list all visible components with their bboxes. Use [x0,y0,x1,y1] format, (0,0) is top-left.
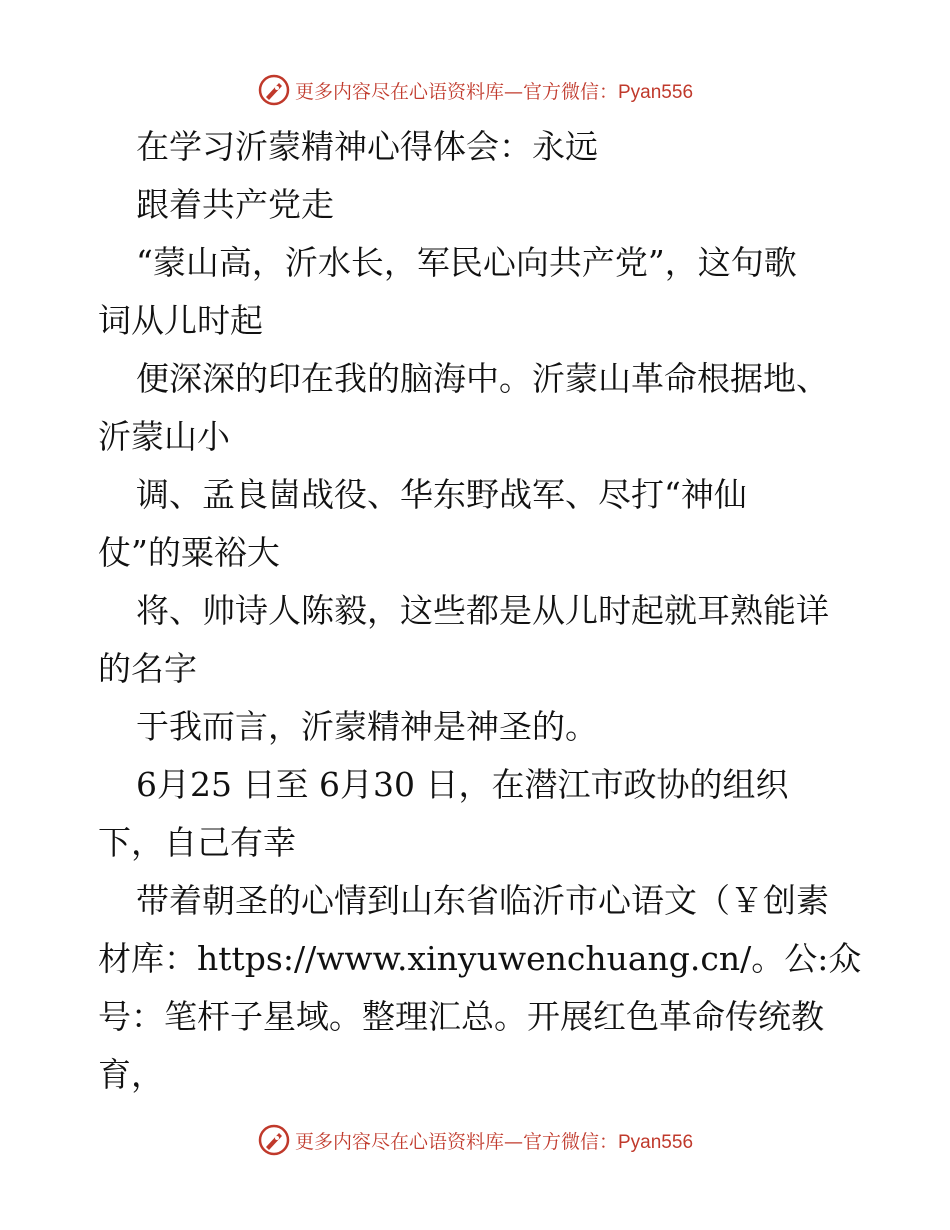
pen-nib-logo-icon [257,1123,291,1157]
text-line: 的名字 [98,649,197,688]
text-line: 6月25 日至 6月30 日，在潜江市政协的组织 [136,765,789,804]
wechat-id: Pyan556 [618,81,694,103]
text-line: 育， [98,1055,164,1094]
text-line: 沂蒙山小 [98,417,230,456]
document-body [98,118,862,1104]
text-line: 跟着共产党走 [136,185,334,224]
text-line: 词从儿时起 [98,301,263,340]
text-line: 于我而言，沂蒙精神是神圣的。 [136,707,598,746]
text-line: 下，自己有幸 [98,823,296,862]
text-line: 带着朝圣的心情到山东省临沂市心语文（￥创素 [136,881,829,920]
text-line: “蒙山高，沂水长，军民心向共产党”，这句歌 [136,243,797,282]
text-line: 材库：https://www.xinyuwenchuang.cn/。公:众 [98,939,862,978]
wechat-id: Pyan556 [618,1131,694,1153]
watermark-text: 更多内容尽在心语资料库—官方微信：Pyan556 [294,80,694,103]
pen-nib-logo-icon [257,73,291,107]
footer-watermark-banner [0,1120,950,1160]
text-line: 在学习沂蒙精神心得体会：永远 [136,127,598,166]
watermark-text: 更多内容尽在心语资料库—官方微信：Pyan556 [294,1130,694,1153]
text-line: 便深深的印在我的脑海中。沂蒙山革命根据地、 [136,359,829,398]
text-line: 仗”的粟裕大 [98,533,280,572]
text-line: 号：笔杆子星域。整理汇总。开展红色革命传统教 [98,997,824,1036]
text-line: 调、孟良崮战役、华东野战军、尽打“神仙 [136,475,747,514]
header-watermark-banner [0,70,950,110]
text-line: 将、帅诗人陈毅，这些都是从儿时起就耳熟能详 [136,591,829,630]
